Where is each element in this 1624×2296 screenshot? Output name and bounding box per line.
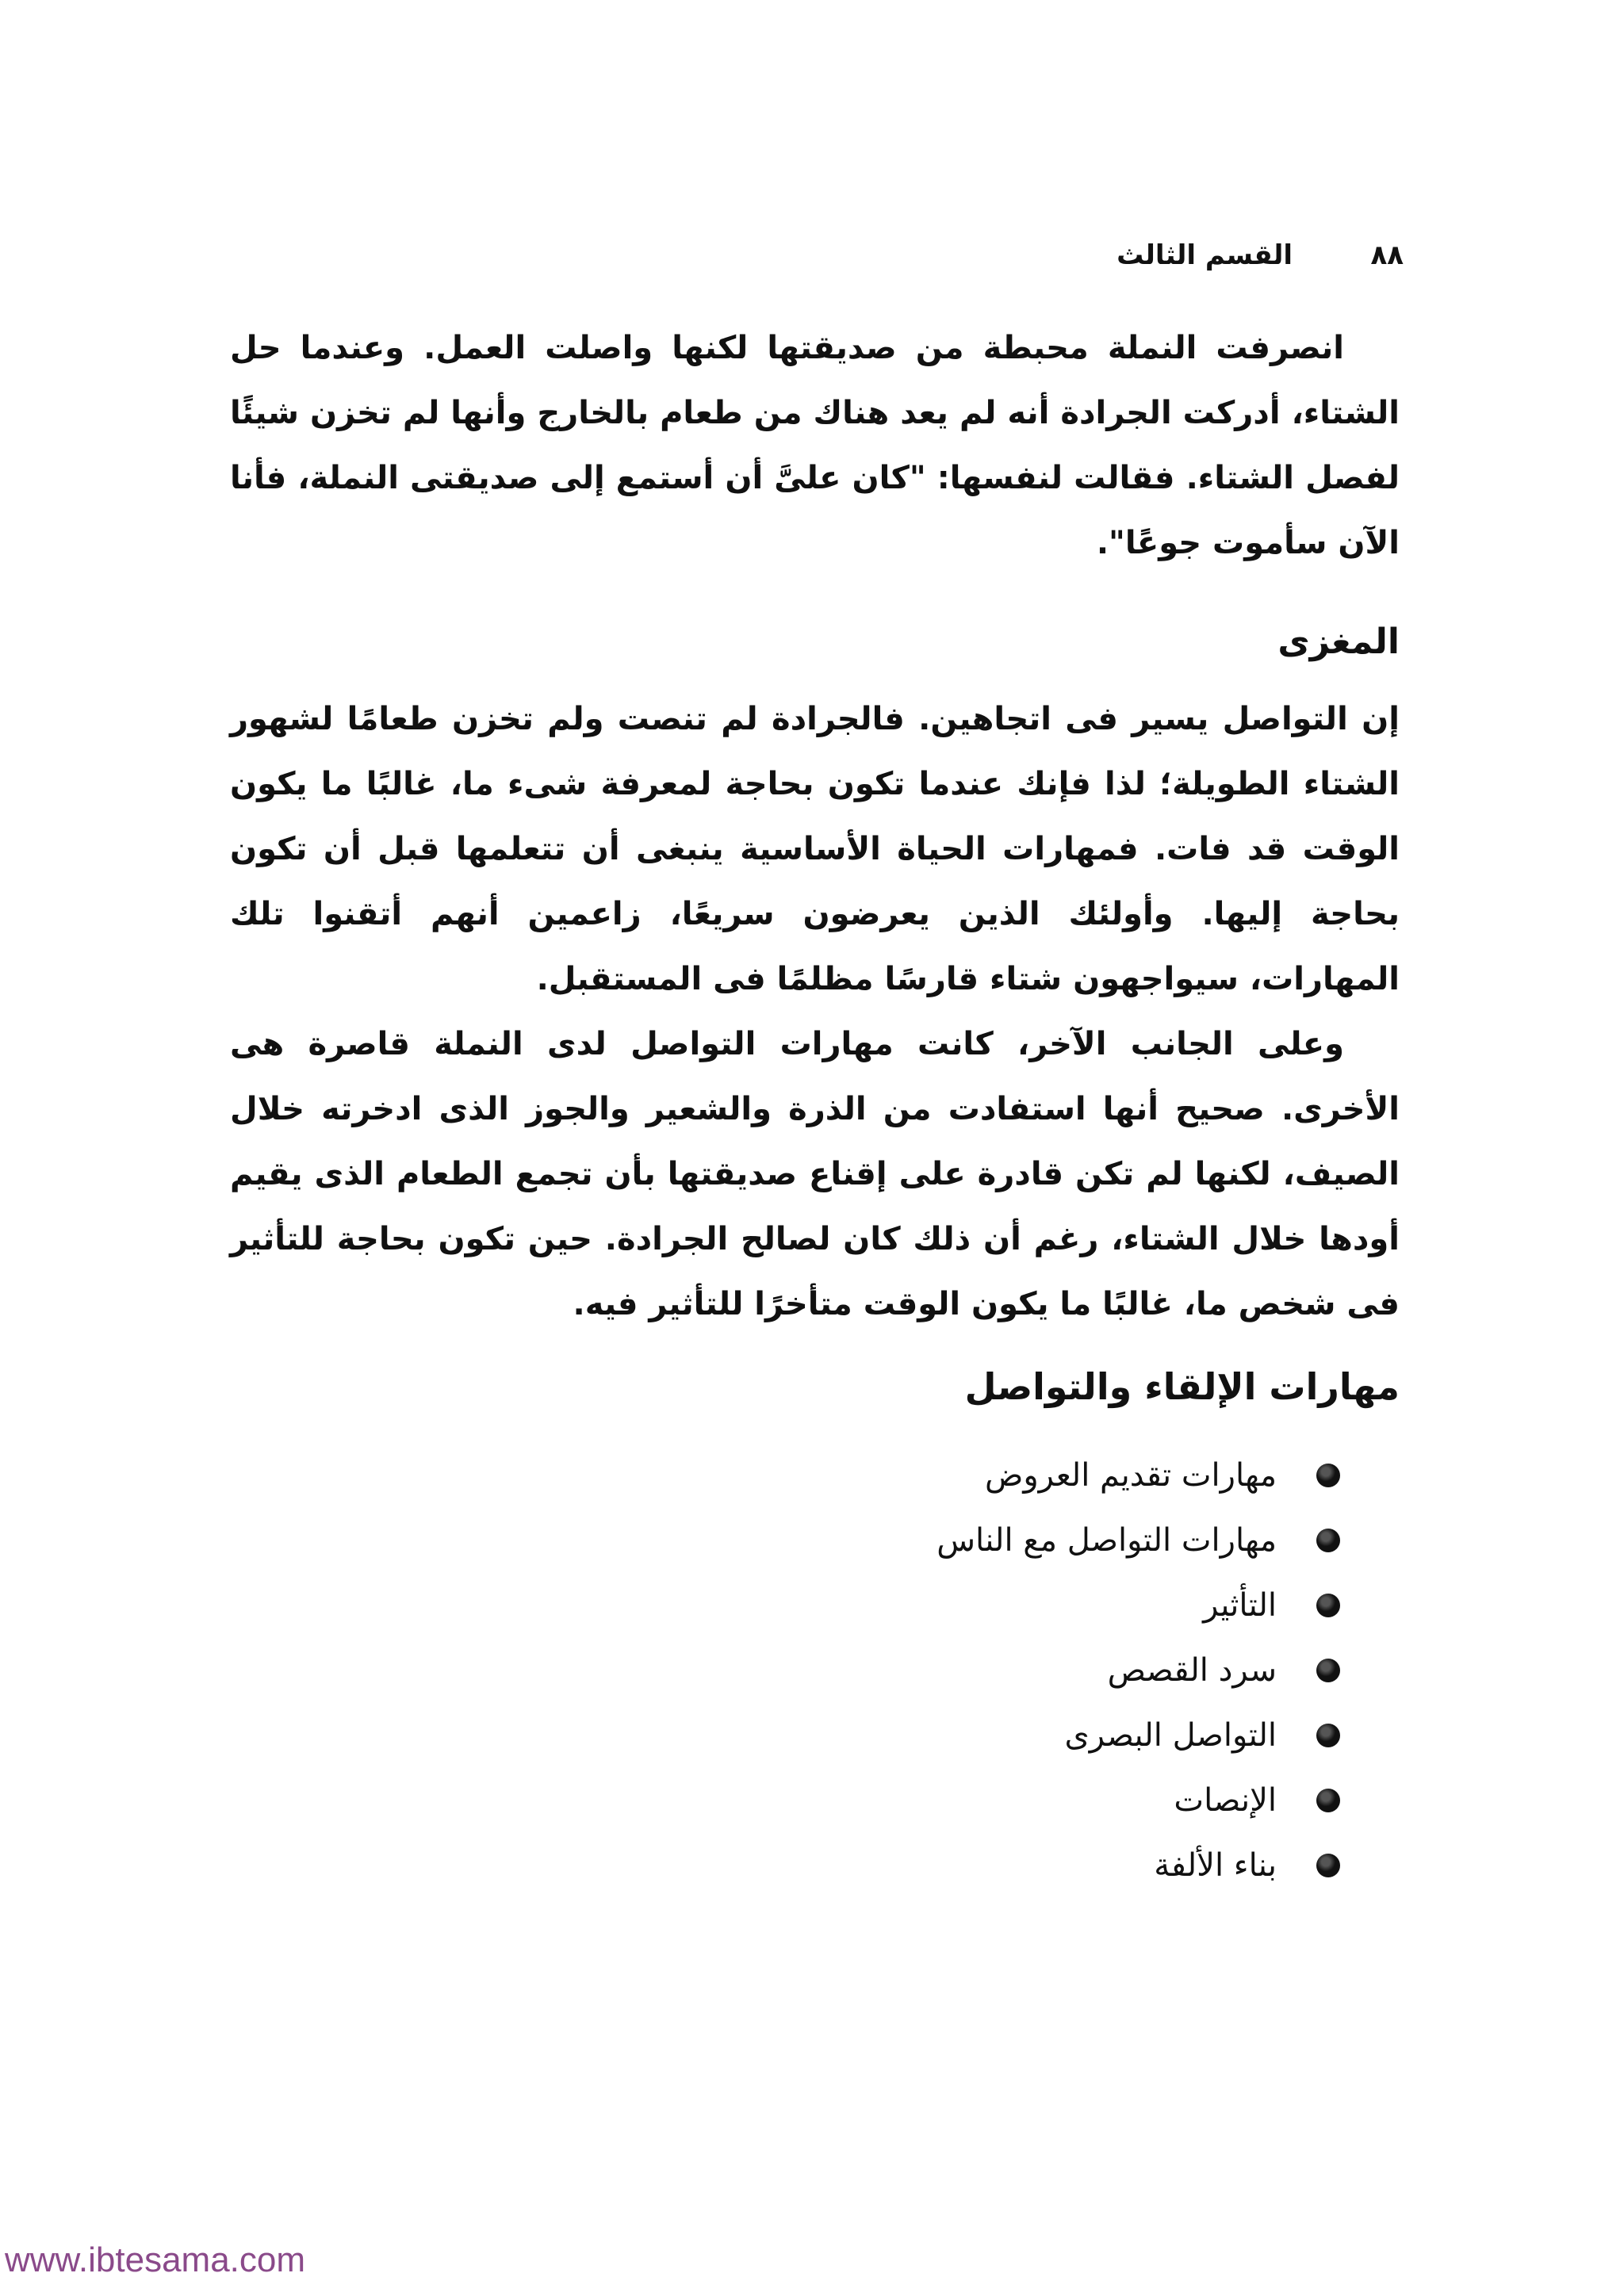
skills-list xyxy=(793,1443,1340,1898)
list-item-label: التواصل البصرى xyxy=(1064,1717,1277,1754)
skills-heading: مهارات الإلقاء والتواصل xyxy=(964,1365,1400,1408)
story-paragraph: انصرفت النملة محبطة من صديقتها لكنها واصلت العمل. وعندما حل الشتاء، أدركت الجرادة أنه لم يعد هناك من طعام بالخارج وأنها لم تخزن شيئًا لفصل الشتاء. فقالت لنفسها: "كان علىَّ أن أستمع إلى صديقتى النملة، فأنا الآن سأموت جوعًا". xyxy=(230,330,1400,561)
list-item-label: مهارات تقديم العروض xyxy=(984,1457,1277,1494)
moral-text xyxy=(230,687,1400,1337)
list-item xyxy=(793,1508,1340,1573)
bullet-icon xyxy=(1316,1854,1340,1877)
page-header xyxy=(1110,239,1411,287)
bullet-icon xyxy=(1316,1529,1340,1552)
bullet-icon xyxy=(1316,1724,1340,1747)
list-item-label: سرد القصص xyxy=(1107,1652,1277,1689)
page-number: ٨٨ xyxy=(1370,239,1404,271)
list-item xyxy=(793,1703,1340,1768)
bullet-icon xyxy=(1316,1789,1340,1812)
list-item xyxy=(793,1573,1340,1638)
list-item-label: التأثير xyxy=(1203,1587,1277,1624)
list-item xyxy=(793,1833,1340,1898)
moral-paragraph-2: وعلى الجانب الآخر، كانت مهارات التواصل لدى النملة قاصرة هى الأخرى. صحيح أنها استفادت من الذرة والشعير والجوز الذى ادخرته خلال الصيف، لكنها لم تكن قادرة على إقناع صديقتها بأن تجمع الطعام الذى يقيم أودها خلال الشتاء، رغم أن ذلك كان لصالح الجرادة. حين تكون بحاجة للتأثير فى شخص ما، غالبًا ما يكون الوقت متأخرًا للتأثير فيه. xyxy=(230,1026,1400,1322)
list-item xyxy=(793,1638,1340,1703)
moral-heading: المغزى xyxy=(1277,622,1400,662)
bullet-icon xyxy=(1316,1464,1340,1487)
list-item xyxy=(793,1768,1340,1833)
list-item-label: مهارات التواصل مع الناس xyxy=(936,1522,1277,1559)
story-text xyxy=(230,316,1400,576)
bullet-icon xyxy=(1316,1659,1340,1682)
list-item-label: بناء الألفة xyxy=(1154,1847,1277,1884)
list-item xyxy=(793,1443,1340,1508)
section-label: القسم الثالث xyxy=(1116,239,1293,271)
footer-url[interactable]: www.ibtesama.com xyxy=(5,2241,306,2279)
list-item-label: الإنصات xyxy=(1174,1782,1277,1819)
bullet-icon xyxy=(1316,1594,1340,1617)
moral-paragraph-1: إن التواصل يسير فى اتجاهين. فالجرادة لم تنصت ولم تخزن طعامًا لشهور الشتاء الطويلة؛ لذا فإنك عندما تكون بحاجة لمعرفة شىء ما، غالبًا ما يكون الوقت قد فات. فمهارات الحياة الأساسية ينبغى أن تتعلمها قبل أن تكون بحاجة إليها. وأولئك الذين يعرضون سريعًا، زاعمين أنهم أتقنوا تلك المهارات، سيواجهون شتاء قارسًا مظلمًا فى المستقبل. xyxy=(230,701,1400,997)
